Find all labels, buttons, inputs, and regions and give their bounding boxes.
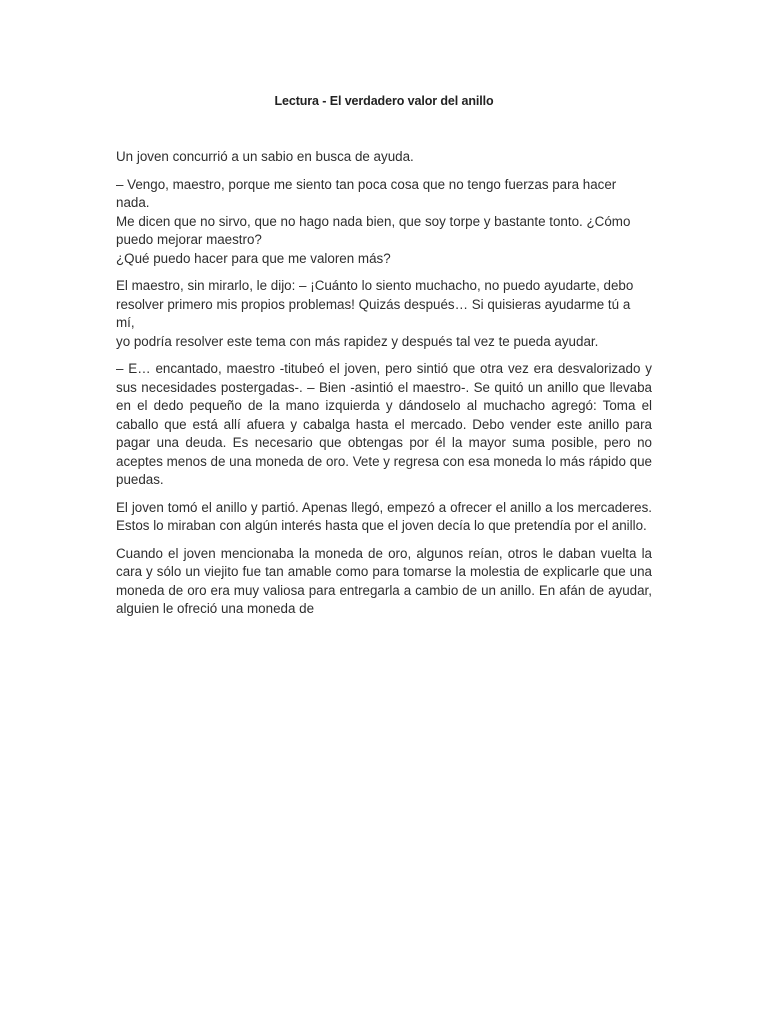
paragraph-4: – E… encantado, maestro -titubeó el joven, pero sintió que otra vez era desvalorizado y sus necesidades postergadas-. – Bien -asintió el maestro-. Se quitó un anillo que llevaba en el dedo pequeño de la mano izquierda y dándoselo al muchacho agregó: Toma el caballo que está allí afuera y cabalga hasta el mercado. Debo vender este anillo para pagar una deuda. Es necesario que obtengas por él la mayor suma posible, pero no aceptes menos de una moneda de oro. Vete y regresa con esa moneda lo más rápido que puedas. xyxy=(116,361,652,487)
paragraph-line: ¿Qué puedo hacer para que me valoren más? xyxy=(116,250,391,266)
paragraph-1 xyxy=(116,148,652,167)
paragraph-line: El maestro, sin mirarlo, le dijo: – ¡Cuánto lo siento muchacho, no puedo ayudarte, debo xyxy=(116,278,634,293)
paragraph-2 xyxy=(116,176,652,269)
paragraph-line: resolver primero mis propios problemas! Quizás después… Si quisieras ayudarme tú a mí, xyxy=(116,296,631,330)
paragraph-line: – Vengo, maestro, porque me siento tan poca cosa que no tengo fuerzas para hacer nada. xyxy=(116,176,617,210)
paragraph-5: El joven tomó el anillo y partió. Apenas llegó, empezó a ofrecer el anillo a los mercaderes. Estos lo miraban con algún interés hasta que el joven decía lo que pretendía por el anillo. xyxy=(116,499,652,533)
paragraph-line: yo podría resolver este tema con más rapidez y después tal vez te pueda ayudar. xyxy=(116,333,599,349)
document-title: Lectura - El verdadero valor del anillo xyxy=(274,94,494,108)
paragraph-6: Cuando el joven mencionaba la moneda de oro, algunos reían, otros le daban vuelta la cara y sólo un viejito fue tan amable como para tomarse la molestia de explicarle que una moneda de oro era muy valiosa para entregarla a cambio de un anillo. En afán de ayudar, alguien le ofreció una moneda de xyxy=(116,545,652,616)
paragraph-line: Un joven concurrió a un sabio en busca de ayuda. xyxy=(116,149,414,164)
document-body xyxy=(116,148,652,628)
paragraph-line: Me dicen que no sirvo, que no hago nada bien, que soy torpe y bastante tonto. ¿Cómo xyxy=(116,213,631,229)
paragraph-line: puedo mejorar maestro? xyxy=(116,232,262,247)
paragraph-3 xyxy=(116,277,652,351)
